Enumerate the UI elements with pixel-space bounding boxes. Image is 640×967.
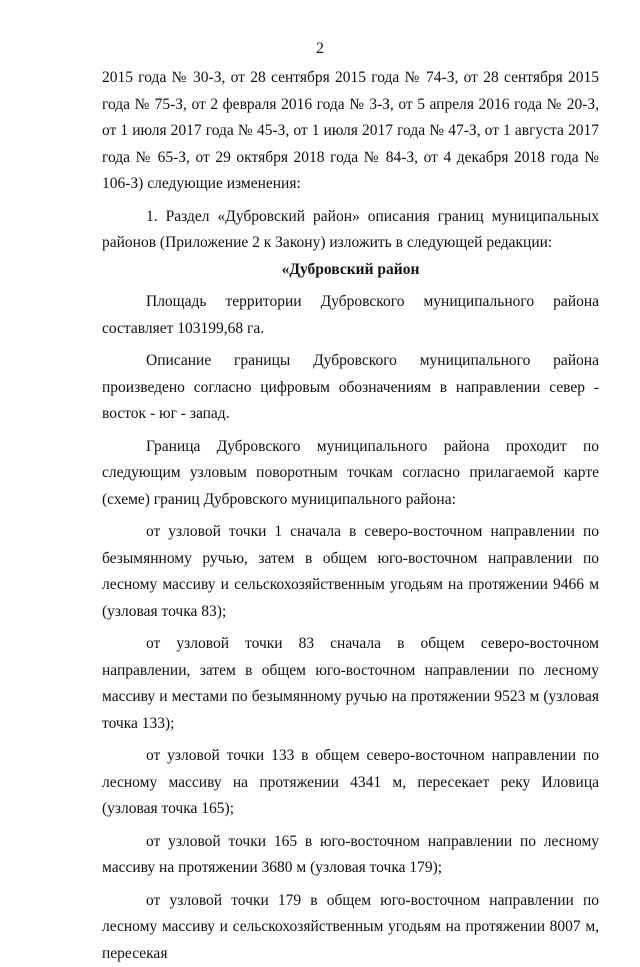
paragraph-point-165: от узловой точки 165 в юго-восточном направлении по лесному массиву на протяжении 3680 м (узловая точка 179); bbox=[102, 829, 599, 882]
paragraph-item-1: 1. Раздел «Дубровский район» описания границ муниципальных районов (Приложение 2 к Закону) изложить в следующей редакции: bbox=[102, 204, 599, 257]
paragraph-amendments-list: 2015 года № 30-З, от 28 сентября 2015 года № 74-З, от 28 сентября 2015 года № 75-З, от 2 февраля 2016 года № 3-З, от 5 апреля 2016 года № 20-З, от 1 июля 2017 года № 45-З, от 1 июля 2017 года № 47-З, от 1 августа 2017 года № 65-З, от 29 октября 2018 года № 84-З, от 4 декабря 2018 года № 106-З) следующие изменения: bbox=[102, 65, 599, 198]
paragraph-point-133: от узловой точки 133 в общем северо-восточном направлении по лесному массиву на протяжении 4341 м, пересекает реку Иловица (узловая точка 165); bbox=[102, 743, 599, 823]
paragraph-point-83: от узловой точки 83 сначала в общем северо-восточном направлении, затем в общем юго-восточном направлении по лесному массиву и местами по безымянному ручью на протяжении 9523 м (узловая точка 133); bbox=[102, 631, 599, 737]
page-number: 2 bbox=[0, 40, 640, 58]
paragraph-point-1: от узловой точки 1 сначала в северо-восточном направлении по безымянному ручью, затем в общем юго-восточном направлении по лесному массиву и сельскохозяйственным угодьям на протяжении 9466 м (узловая точка 83); bbox=[102, 519, 599, 625]
section-heading: «Дубровский район bbox=[102, 257, 599, 284]
document-body bbox=[102, 65, 599, 967]
paragraph-point-179: от узловой точки 179 в общем юго-восточном направлении по лесному массиву и сельскохозяйственным угодьям на протяжении 8007 м, пересекая bbox=[102, 888, 599, 967]
paragraph-description-method: Описание границы Дубровского муниципального района произведено согласно цифровым обозначениям в направлении север - восток - юг - запад. bbox=[102, 348, 599, 428]
paragraph-border-intro: Граница Дубровского муниципального района проходит по следующим узловым поворотным точкам согласно прилагаемой карте (схеме) границ Дубровского муниципального района: bbox=[102, 434, 599, 514]
paragraph-area: Площадь территории Дубровского муниципального района составляет 103199,68 га. bbox=[102, 289, 599, 342]
